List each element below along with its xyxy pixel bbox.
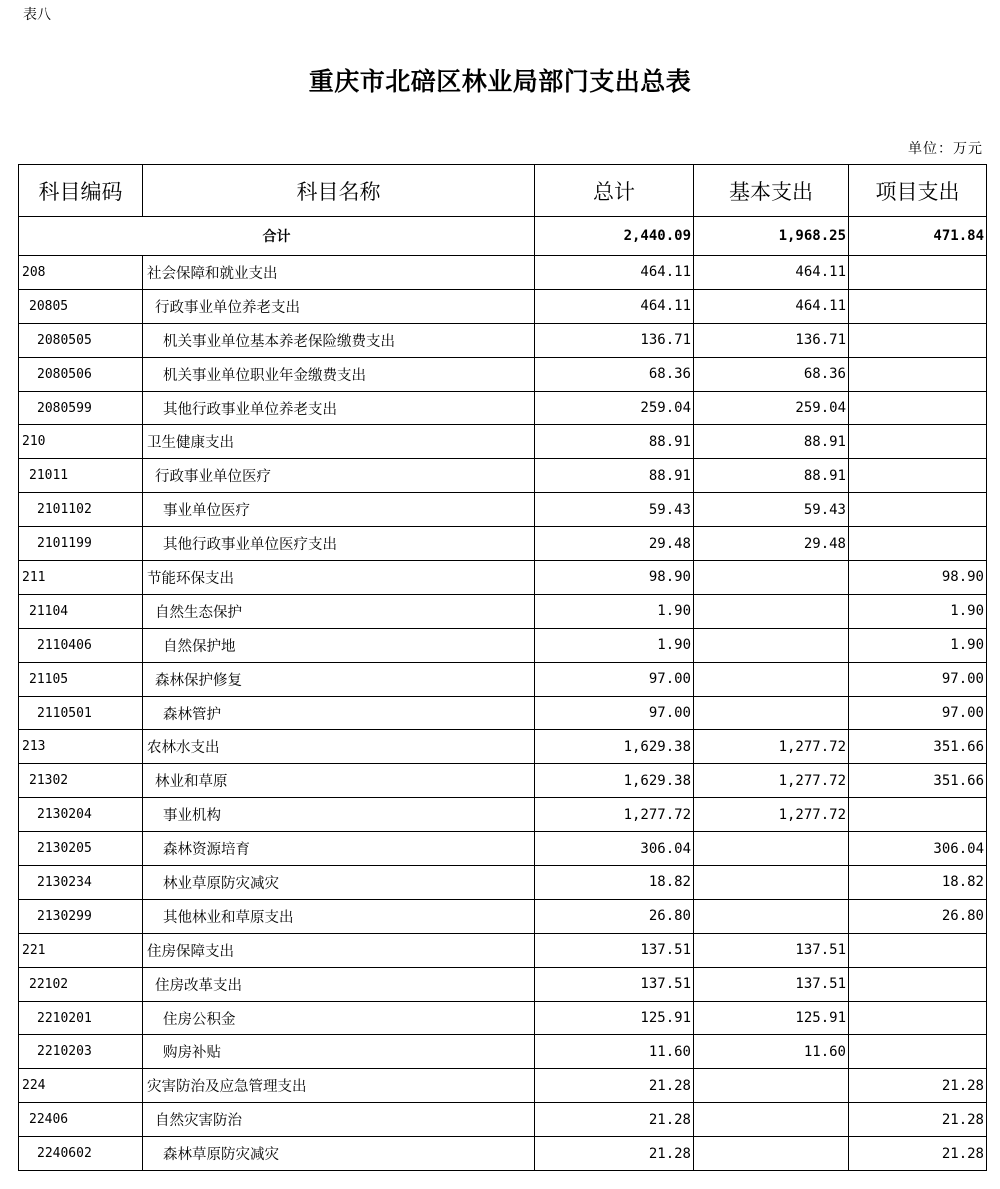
row-name: 森林草原防灾减灾 xyxy=(143,1137,535,1171)
row-name: 机关事业单位职业年金缴费支出 xyxy=(143,357,535,391)
row-name: 购房补贴 xyxy=(143,1035,535,1069)
row-project: 18.82 xyxy=(849,866,987,900)
table-row xyxy=(19,696,987,730)
row-basic: 137.51 xyxy=(694,933,849,967)
table-row xyxy=(19,527,987,561)
table-row xyxy=(19,1137,987,1171)
row-code: 2110501 xyxy=(19,696,143,730)
row-basic xyxy=(694,561,849,595)
row-basic: 29.48 xyxy=(694,527,849,561)
table-row xyxy=(19,798,987,832)
row-basic xyxy=(694,1103,849,1137)
row-code: 2130204 xyxy=(19,798,143,832)
row-basic: 88.91 xyxy=(694,459,849,493)
row-basic xyxy=(694,662,849,696)
row-basic xyxy=(694,696,849,730)
table-row xyxy=(19,1035,987,1069)
row-name: 其他行政事业单位医疗支出 xyxy=(143,527,535,561)
table-row xyxy=(19,561,987,595)
row-code: 20805 xyxy=(19,289,143,323)
row-total: 21.28 xyxy=(535,1103,694,1137)
table-row xyxy=(19,323,987,357)
row-project: 1.90 xyxy=(849,628,987,662)
row-name: 自然保护地 xyxy=(143,628,535,662)
table-row xyxy=(19,1001,987,1035)
row-code: 210 xyxy=(19,425,143,459)
table-row xyxy=(19,594,987,628)
row-name: 节能环保支出 xyxy=(143,561,535,595)
row-name: 森林管护 xyxy=(143,696,535,730)
table-row xyxy=(19,832,987,866)
row-code: 2130205 xyxy=(19,832,143,866)
row-name: 林业和草原 xyxy=(143,764,535,798)
row-total: 88.91 xyxy=(535,459,694,493)
column-header-total: 总计 xyxy=(535,165,694,217)
row-basic: 137.51 xyxy=(694,967,849,1001)
row-basic: 125.91 xyxy=(694,1001,849,1035)
row-basic: 259.04 xyxy=(694,391,849,425)
table-row xyxy=(19,493,987,527)
row-code: 2101199 xyxy=(19,527,143,561)
row-project: 97.00 xyxy=(849,696,987,730)
row-total: 59.43 xyxy=(535,493,694,527)
row-basic xyxy=(694,628,849,662)
row-total: 464.11 xyxy=(535,256,694,290)
row-name: 森林保护修复 xyxy=(143,662,535,696)
row-total: 1.90 xyxy=(535,594,694,628)
row-code: 21302 xyxy=(19,764,143,798)
row-code: 208 xyxy=(19,256,143,290)
row-code: 22102 xyxy=(19,967,143,1001)
table-number-label: 表八 xyxy=(23,7,51,23)
row-code: 213 xyxy=(19,730,143,764)
row-project: 21.28 xyxy=(849,1137,987,1171)
table-row xyxy=(19,730,987,764)
row-total: 88.91 xyxy=(535,425,694,459)
row-project: 97.00 xyxy=(849,662,987,696)
row-total: 1,629.38 xyxy=(535,764,694,798)
row-project xyxy=(849,425,987,459)
row-total: 97.00 xyxy=(535,696,694,730)
row-total: 21.28 xyxy=(535,1069,694,1103)
row-project: 21.28 xyxy=(849,1069,987,1103)
row-total: 26.80 xyxy=(535,899,694,933)
table-row xyxy=(19,764,987,798)
row-project xyxy=(849,357,987,391)
row-code: 2210201 xyxy=(19,1001,143,1035)
row-project: 26.80 xyxy=(849,899,987,933)
row-total: 306.04 xyxy=(535,832,694,866)
row-basic xyxy=(694,1137,849,1171)
row-project xyxy=(849,933,987,967)
row-name: 行政事业单位医疗 xyxy=(143,459,535,493)
row-total: 136.71 xyxy=(535,323,694,357)
row-basic xyxy=(694,832,849,866)
table-row xyxy=(19,628,987,662)
row-project xyxy=(849,391,987,425)
row-basic: 59.43 xyxy=(694,493,849,527)
table-header-row xyxy=(19,165,987,217)
table-row xyxy=(19,289,987,323)
table-row xyxy=(19,1069,987,1103)
table-row xyxy=(19,256,987,290)
row-code: 2110406 xyxy=(19,628,143,662)
total-row xyxy=(19,217,987,256)
table-row xyxy=(19,1103,987,1137)
row-total: 98.90 xyxy=(535,561,694,595)
row-project xyxy=(849,289,987,323)
table-row xyxy=(19,662,987,696)
row-name: 事业机构 xyxy=(143,798,535,832)
row-name: 林业草原防灾减灾 xyxy=(143,866,535,900)
row-basic xyxy=(694,899,849,933)
row-project: 351.66 xyxy=(849,764,987,798)
row-name: 其他行政事业单位养老支出 xyxy=(143,391,535,425)
row-total: 1.90 xyxy=(535,628,694,662)
row-basic: 136.71 xyxy=(694,323,849,357)
row-code: 2080506 xyxy=(19,357,143,391)
row-code: 2080599 xyxy=(19,391,143,425)
row-project xyxy=(849,527,987,561)
row-total: 125.91 xyxy=(535,1001,694,1035)
row-project xyxy=(849,1001,987,1035)
row-project xyxy=(849,1035,987,1069)
row-total: 21.28 xyxy=(535,1137,694,1171)
row-total: 464.11 xyxy=(535,289,694,323)
table-row xyxy=(19,391,987,425)
row-total: 18.82 xyxy=(535,866,694,900)
row-code: 2080505 xyxy=(19,323,143,357)
row-project xyxy=(849,798,987,832)
row-code: 2101102 xyxy=(19,493,143,527)
row-project xyxy=(849,323,987,357)
table-row xyxy=(19,459,987,493)
row-code: 2130234 xyxy=(19,866,143,900)
row-total: 97.00 xyxy=(535,662,694,696)
row-total: 137.51 xyxy=(535,967,694,1001)
table-row xyxy=(19,357,987,391)
row-name: 灾害防治及应急管理支出 xyxy=(143,1069,535,1103)
row-name: 农林水支出 xyxy=(143,730,535,764)
row-project xyxy=(849,967,987,1001)
row-basic: 464.11 xyxy=(694,289,849,323)
row-name: 住房公积金 xyxy=(143,1001,535,1035)
row-project: 21.28 xyxy=(849,1103,987,1137)
row-basic: 464.11 xyxy=(694,256,849,290)
total-project: 471.84 xyxy=(849,217,987,256)
row-basic xyxy=(694,1069,849,1103)
row-project: 1.90 xyxy=(849,594,987,628)
row-total: 11.60 xyxy=(535,1035,694,1069)
row-total: 1,629.38 xyxy=(535,730,694,764)
row-name: 事业单位医疗 xyxy=(143,493,535,527)
row-name: 自然生态保护 xyxy=(143,594,535,628)
row-total: 259.04 xyxy=(535,391,694,425)
row-project: 306.04 xyxy=(849,832,987,866)
row-total: 137.51 xyxy=(535,933,694,967)
row-name: 行政事业单位养老支出 xyxy=(143,289,535,323)
table-row xyxy=(19,866,987,900)
column-header-basic: 基本支出 xyxy=(694,165,849,217)
row-code: 2240602 xyxy=(19,1137,143,1171)
row-code: 21104 xyxy=(19,594,143,628)
total-label: 合计 xyxy=(19,217,535,256)
row-basic xyxy=(694,866,849,900)
page-title: 重庆市北碚区林业局部门支出总表 xyxy=(308,67,692,96)
row-code: 2210203 xyxy=(19,1035,143,1069)
row-total: 29.48 xyxy=(535,527,694,561)
row-code: 2130299 xyxy=(19,899,143,933)
row-name: 住房改革支出 xyxy=(143,967,535,1001)
column-header-code: 科目编码 xyxy=(19,165,143,217)
table-row xyxy=(19,899,987,933)
row-project xyxy=(849,493,987,527)
row-code: 22406 xyxy=(19,1103,143,1137)
table-row xyxy=(19,967,987,1001)
row-name: 社会保障和就业支出 xyxy=(143,256,535,290)
row-name: 住房保障支出 xyxy=(143,933,535,967)
row-code: 224 xyxy=(19,1069,143,1103)
row-project xyxy=(849,256,987,290)
row-name: 其他林业和草原支出 xyxy=(143,899,535,933)
row-code: 211 xyxy=(19,561,143,595)
row-code: 21011 xyxy=(19,459,143,493)
row-project xyxy=(849,459,987,493)
row-project: 98.90 xyxy=(849,561,987,595)
unit-label: 单位：万元 xyxy=(908,141,983,157)
row-project: 351.66 xyxy=(849,730,987,764)
row-code: 221 xyxy=(19,933,143,967)
row-name: 森林资源培育 xyxy=(143,832,535,866)
row-name: 自然灾害防治 xyxy=(143,1103,535,1137)
row-basic: 1,277.72 xyxy=(694,730,849,764)
row-name: 机关事业单位基本养老保险缴费支出 xyxy=(143,323,535,357)
row-basic: 1,277.72 xyxy=(694,764,849,798)
row-total: 68.36 xyxy=(535,357,694,391)
row-code: 21105 xyxy=(19,662,143,696)
row-total: 1,277.72 xyxy=(535,798,694,832)
column-header-project: 项目支出 xyxy=(849,165,987,217)
row-basic: 88.91 xyxy=(694,425,849,459)
row-basic: 68.36 xyxy=(694,357,849,391)
expenditure-table xyxy=(18,164,987,1171)
column-header-name: 科目名称 xyxy=(143,165,535,217)
total-sum: 2,440.09 xyxy=(535,217,694,256)
table-row xyxy=(19,425,987,459)
row-basic xyxy=(694,594,849,628)
row-basic: 11.60 xyxy=(694,1035,849,1069)
row-basic: 1,277.72 xyxy=(694,798,849,832)
total-basic: 1,968.25 xyxy=(694,217,849,256)
row-name: 卫生健康支出 xyxy=(143,425,535,459)
table-row xyxy=(19,933,987,967)
